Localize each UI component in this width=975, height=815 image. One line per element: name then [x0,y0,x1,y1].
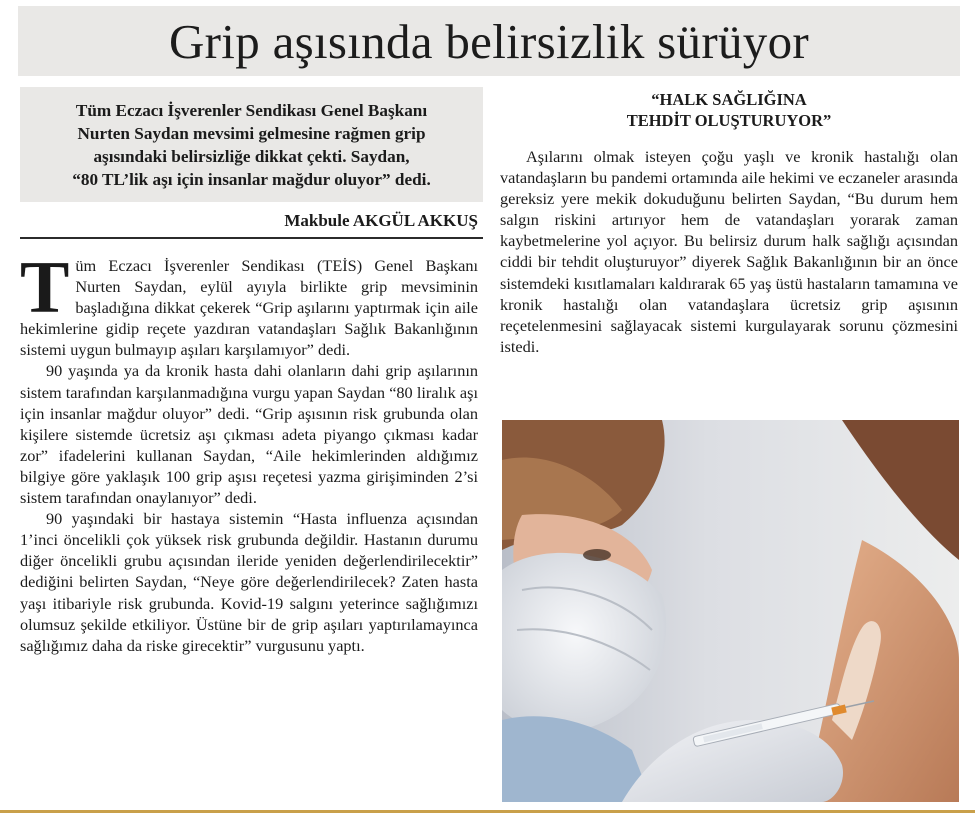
footer-rule [0,810,975,813]
lead-line: Tüm Eczacı İşverenler Sendikası Genel Başkanı [75,100,428,120]
sidebar-heading-line: “HALK SAĞLIĞINA [651,90,807,109]
lead-line: “80 TL’lik aşı için insanlar mağdur oluyor” dedi. [72,169,431,189]
article-paragraph-text: üm Eczacı İşverenler Sendikası (TEİS) Genel Başkanı Nurten Saydan, eylül ayıyla birlikte grip mevsiminin başladığına dikkat çekerek “Grip aşılarını yaptırmak için aile hekimlerine gidip reçete yazdıran vatandaşları Sağlık Bakanlığının sistemi uygun bulmayıp aşıları karşılamıyor” dedi. [20,256,478,360]
article-paragraph: 90 yaşında ya da kronik hasta dahi olanların dahi grip aşılarının sistem tarafından karşılanmadığına vurgu yapan Saydan “80 liralık aşı için insanlar mağdur oluyor” dedi. “Grip aşısının risk grubunda olan kişilere sistemde ücretsiz aşı çıkması adeta piyango çıkması kadar zor” ifadelerini kullanan Saydan, “Aile hekimlerinden aldığımız bilgiye göre yaklaşık 100 grip aşısı reçetesi yazma girişiminden 2’si sistem tarafından onaylanıyor” dedi. [20,361,478,508]
article-paragraph [20,247,478,360]
byline: Makbule AKGÜL AKKUŞ [284,211,478,230]
lead-line: aşısındaki belirsizliğe dikkat çekti. Saydan, [93,146,410,166]
lead-box [20,87,483,202]
lead-line: Nurten Saydan mevsimi gelmesine rağmen grip [77,123,426,143]
vaccination-photo [502,420,959,802]
lead-text [68,99,435,191]
headline: Grip aşısında belirsizlik sürüyor [169,13,809,69]
drop-cap: T [20,247,70,329]
sidebar-heading [500,89,958,131]
sidebar-body [500,146,958,357]
sidebar-paragraph: Aşılarını olmak isteyen çoğu yaşlı ve kronik hastalığı olan vatandaşların bu pandemi ortamında aile hekimi ve eczaneler arasında gereksiz yere mekik dokuduğunu belirten Saydan, “Bu durum hem salgın riskini artırıyor hem de vatandaşları yorarak zaman kaybetmelerine yol açıyor. Bu belirsiz durum halk sağlığı açısından ciddi bir tehdit oluşturuyor” diyerek Sağlık Bakanlığının bir an önce sistemdeki kısıtlamaları kaldırarak 65 yaş üstü hastaların tamamına ve kronik hastalığı olan vatandaşlara ücretsiz grip aşısının reçetelenmesini sağlayacak sistemi kurgulayarak sorunu çözmesini istedi. [500,147,958,356]
headline-banner [18,6,960,76]
article-paragraph: 90 yaşındaki bir hastaya sistemin “Hasta influenza açısından 1’inci öncelikli çok yüksek risk grubunda değildir. Hastanın durumu diğer öncelikli grubu açısından ileride yeniden değerlendirilecektir” dediğini belirten Saydan, “Neye göre değerlendirilecek? Zaten hasta yaşı itibariyle risk grubunda. Kovid-19 salgını yeterince sağlığımızı olumsuz şekilde etkiliyor. Üstüne bir de grip aşıları yaptırılamayınca sağlığımız daha da riske girecektir” vurgusunu yaptı. [20,509,478,655]
byline-divider [20,237,483,239]
sidebar-heading-line: TEHDİT OLUŞTURUYOR” [626,111,832,130]
vaccination-photo-illustration [502,420,959,802]
article-body [20,247,478,656]
